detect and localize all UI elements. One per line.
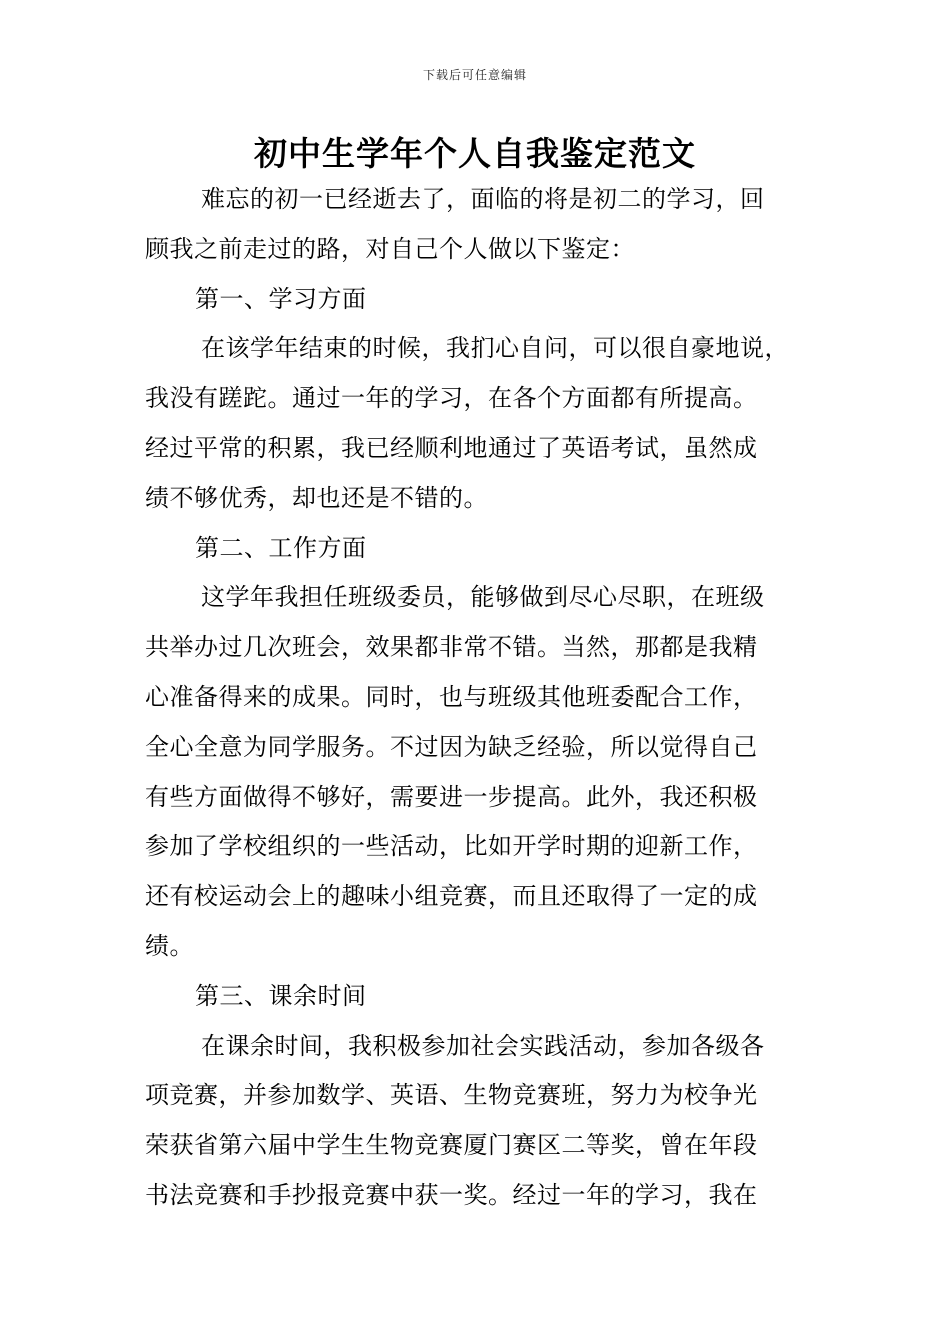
text-line: 绩。 [145,931,194,960]
section-heading: 第三、课余时间 [195,981,367,1010]
text-line: 荣获省第六届中学生生物竞赛厦门赛区二等奖，曾在年段 [145,1131,758,1160]
text-line: 全心全意为同学服务。不过因为缺乏经验，所以觉得自己 [145,732,758,761]
section-heading: 第一、学习方面 [195,284,367,313]
text-line: 绩不够优秀，却也还是不错的。 [145,483,488,512]
text-line: 经过平常的积累，我已经顺利地通过了英语考试，虽然成 [145,433,758,462]
text-line: 这学年我担任班级委员，能够做到尽心尽职，在班级 [201,583,765,612]
section-heading: 第二、工作方面 [195,533,367,562]
text-line: 我没有蹉跎。通过一年的学习，在各个方面都有所提高。 [145,384,758,413]
text-line: 难忘的初一已经逝去了，面临的将是初二的学习，回 [201,185,765,213]
text-line: 共举办过几次班会，效果都非常不错。当然，那都是我精 [145,633,758,662]
document-body [145,175,810,1221]
text-line: 项竞赛，并参加数学、英语、生物竞赛班，努力为校争光 [145,1081,758,1110]
document-title: 初中生学年个人自我鉴定范文 [254,134,696,173]
text-line: 书法竞赛和手抄报竞赛中获一奖。经过一年的学习，我在 [145,1180,758,1209]
header-note: 下载后可任意编辑 [422,68,527,82]
text-line: 心准备得来的成果。同时，也与班级其他班委配合工作， [145,682,758,711]
text-line: 在课余时间，我积极参加社会实践活动，参加各级各 [201,1031,765,1060]
text-line: 有些方面做得不够好，需要进一步提高。此外，我还积极 [145,782,758,811]
text-line: 在该学年结束的时候，我扪心自问，可以很自豪地说， [201,334,789,363]
text-line: 还有校运动会上的趣味小组竞赛，而且还取得了一定的成 [145,882,758,911]
text-line: 顾我之前走过的路，对自己个人做以下鉴定： [145,234,635,263]
text-line: 参加了学校组织的一些活动，比如开学时期的迎新工作， [145,832,758,861]
